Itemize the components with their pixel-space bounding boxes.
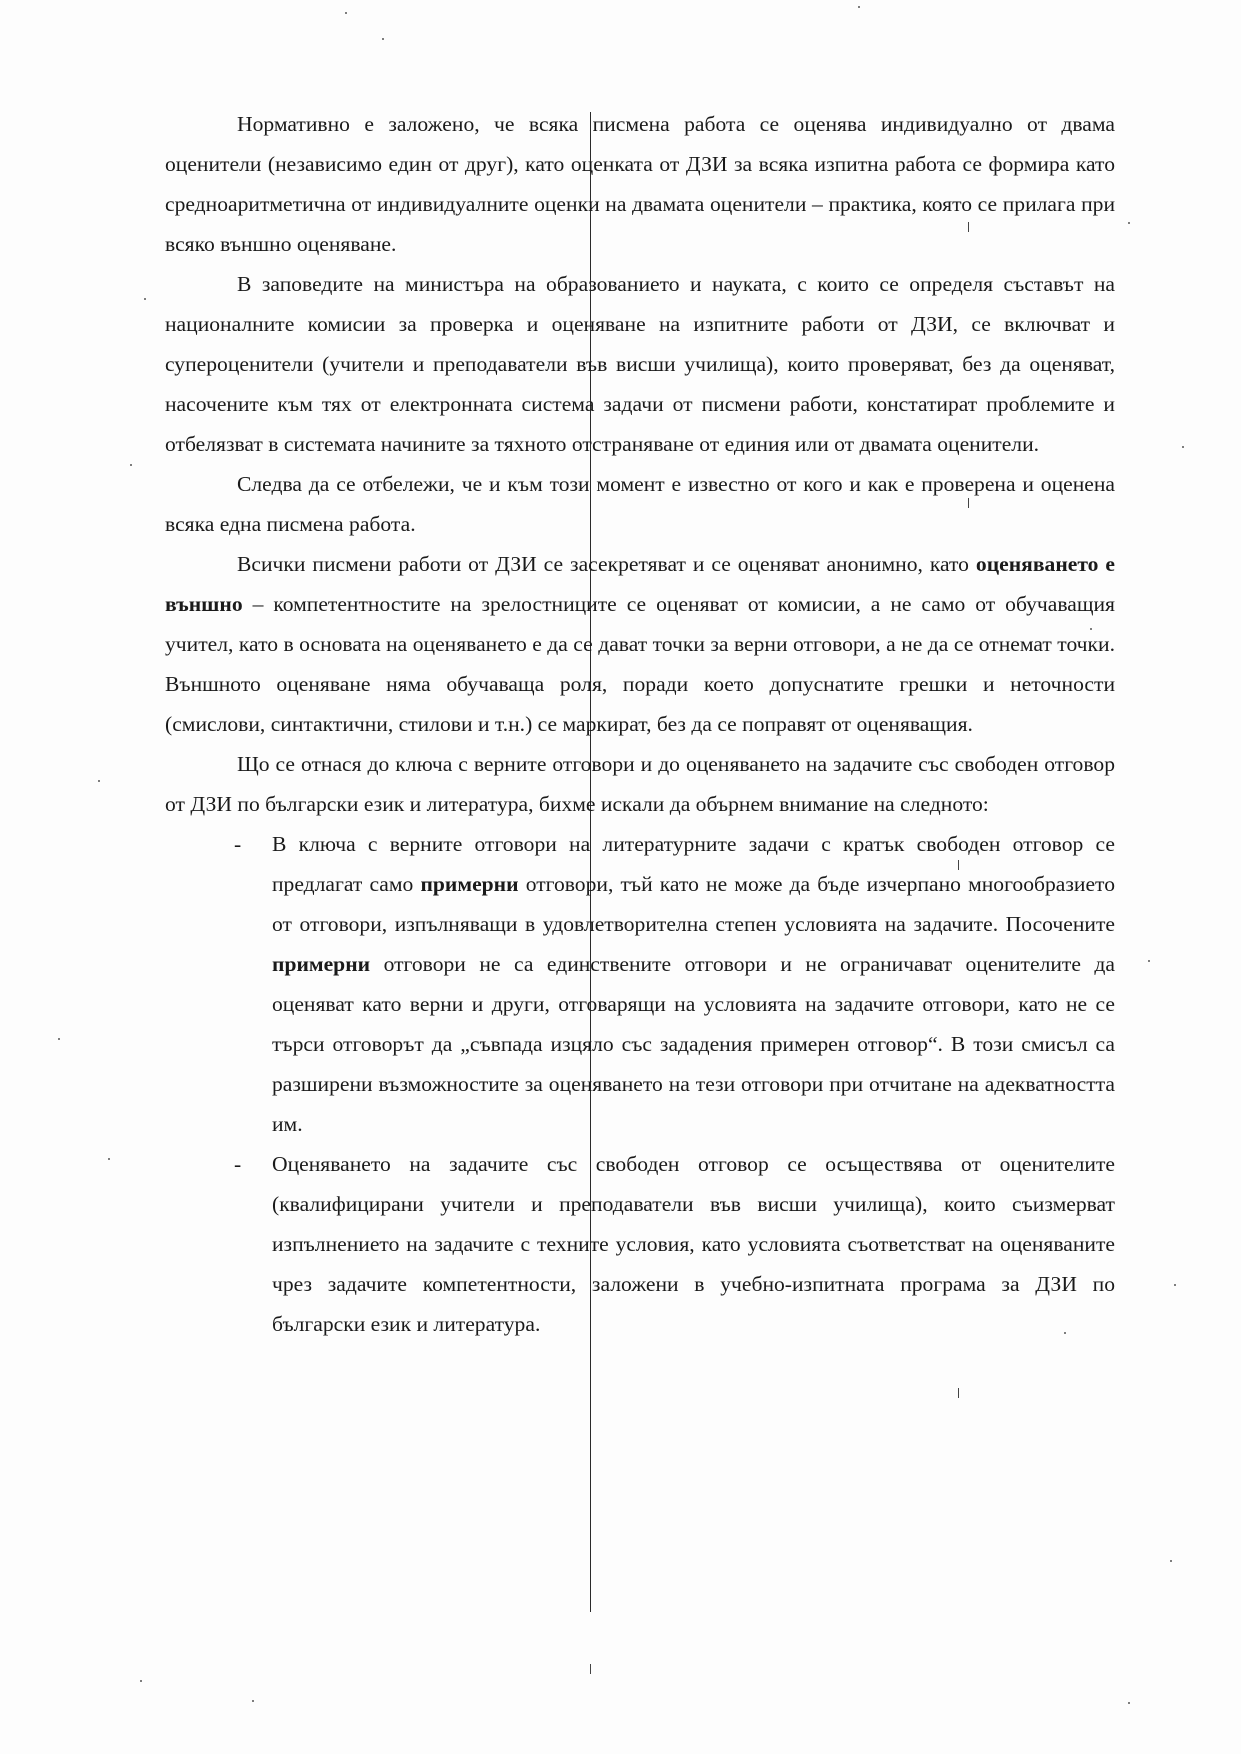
scan-speck xyxy=(858,6,860,8)
scan-tick-mark xyxy=(968,498,969,508)
paragraph-answer-key-intro: Що се отнася до ключа с верните отговори и до оценяването на задачите със свободен отговор от ДЗИ по български език и литература, бихме искали да обърнем внимание на следното: xyxy=(165,752,1115,816)
scan-speck xyxy=(382,38,384,40)
paragraph-commissions: В заповедите на министъра на образованието и науката, с които се определя съставът на националните комисии за проверка и оценяване на изпитните работи от ДЗИ, се включват и супероценители (учители и преподаватели във висши училища), които проверяват, без да оценяват, насочените към тях от електронната система задачи от писмени работи, констатират проблемите и отбелязват в системата начините за тяхното отстраняване от единия или от двамата оценители. xyxy=(165,272,1115,456)
bullet-1-text-2: отговори, тъй като не може да бъде изчерпано многообразието от отговори, изпълняващи в удовлетворителна степен условията на задачите. Посочените xyxy=(272,872,1115,936)
bullet-dash: - xyxy=(234,832,242,856)
scan-speck xyxy=(1064,1332,1066,1334)
scan-speck xyxy=(130,464,132,466)
scan-tick-mark xyxy=(958,1388,959,1398)
bullet-list xyxy=(165,824,1115,1344)
scan-speck xyxy=(1182,446,1184,448)
scan-speck xyxy=(345,12,347,14)
scan-tick-mark xyxy=(958,860,959,870)
scan-speck xyxy=(1128,222,1130,224)
paragraph-evaluators: Нормативно е заложено, че всяка писмена работа се оценява индивидуално от двама оценители (независимо един от друг), като оценката от ДЗИ за всяка изпитна работа се формира като средноаритметична от индивидуалните оценки на двамата оценители – практика, която се прилага при всяко външно оценяване. xyxy=(165,112,1115,256)
paragraph-external-text-2: – компетентностите на зрелостниците се оценяват от комисии, а не само от обучаващия учител, като в основата на оценяването е да се дават точки за верни отговори, а не да се отнемат точки. Външното оценяване няма обучаваща роля, поради което допуснатите грешки и неточности (смислови, синтактични, стилови и т.н.) се маркират, без да се поправят от оценяващия. xyxy=(165,592,1115,736)
bullet-item-sample-answers xyxy=(165,824,1115,1144)
bullet-dash: - xyxy=(234,1152,242,1176)
scan-tick-mark xyxy=(590,1664,591,1674)
scan-speck xyxy=(1174,1284,1176,1286)
scan-speck xyxy=(108,1158,110,1160)
scan-speck xyxy=(252,1700,254,1702)
bullet-1-bold-2: примерни xyxy=(272,952,371,976)
scan-speck xyxy=(140,1680,142,1682)
scan-speck xyxy=(98,780,100,782)
scan-speck xyxy=(1170,1560,1172,1562)
bullet-2-text: Оценяването на задачите със свободен отговор се осъществява от оценителите (квалифицирани учители и преподаватели във висши училища), които съизмерват изпълнението на задачите с техните условия, като условията съответстват на оценяваните чрез задачите компетентности, заложени в учебно-изпитната програма за ДЗИ по български език и литература. xyxy=(272,1152,1115,1336)
scan-speck xyxy=(144,298,146,300)
scan-speck xyxy=(1148,960,1150,962)
paragraph-external-text-1: Всички писмени работи от ДЗИ се засекретяват и се оценяват анонимно, като xyxy=(237,552,976,576)
scan-tick-mark xyxy=(968,222,969,232)
scan-speck xyxy=(1128,1702,1130,1704)
scan-speck xyxy=(58,1038,60,1040)
paragraph-external-bold: оценяването е външно xyxy=(165,552,1115,616)
scan-speck xyxy=(1090,628,1092,630)
paragraph-external-assessment xyxy=(165,544,1115,744)
bullet-1-text-1: В ключа с верните отговори на литературните задачи с кратък свободен отговор се предлагат само xyxy=(272,832,1115,896)
document-body xyxy=(165,104,1115,1344)
bullet-1-text-3: отговори не са единствените отговори и не ограничават оценителите да оценяват като верни и други, отговарящи на условията на задачите отговори, като не се търси отговорът да „съвпада изцяло със зададения примерен отговор“. В този смисъл са разширени възможностите за оценяването на тези отговори при отчитане на адекватността им. xyxy=(272,952,1115,1136)
bullet-1-bold-1: примерни xyxy=(420,872,519,896)
paragraph-known-checker: Следва да се отбележи, че и към този момент е известно от кого и как е проверена и оценена всяка една писмена работа. xyxy=(165,472,1115,536)
bullet-item-free-answer-assessment xyxy=(165,1144,1115,1344)
